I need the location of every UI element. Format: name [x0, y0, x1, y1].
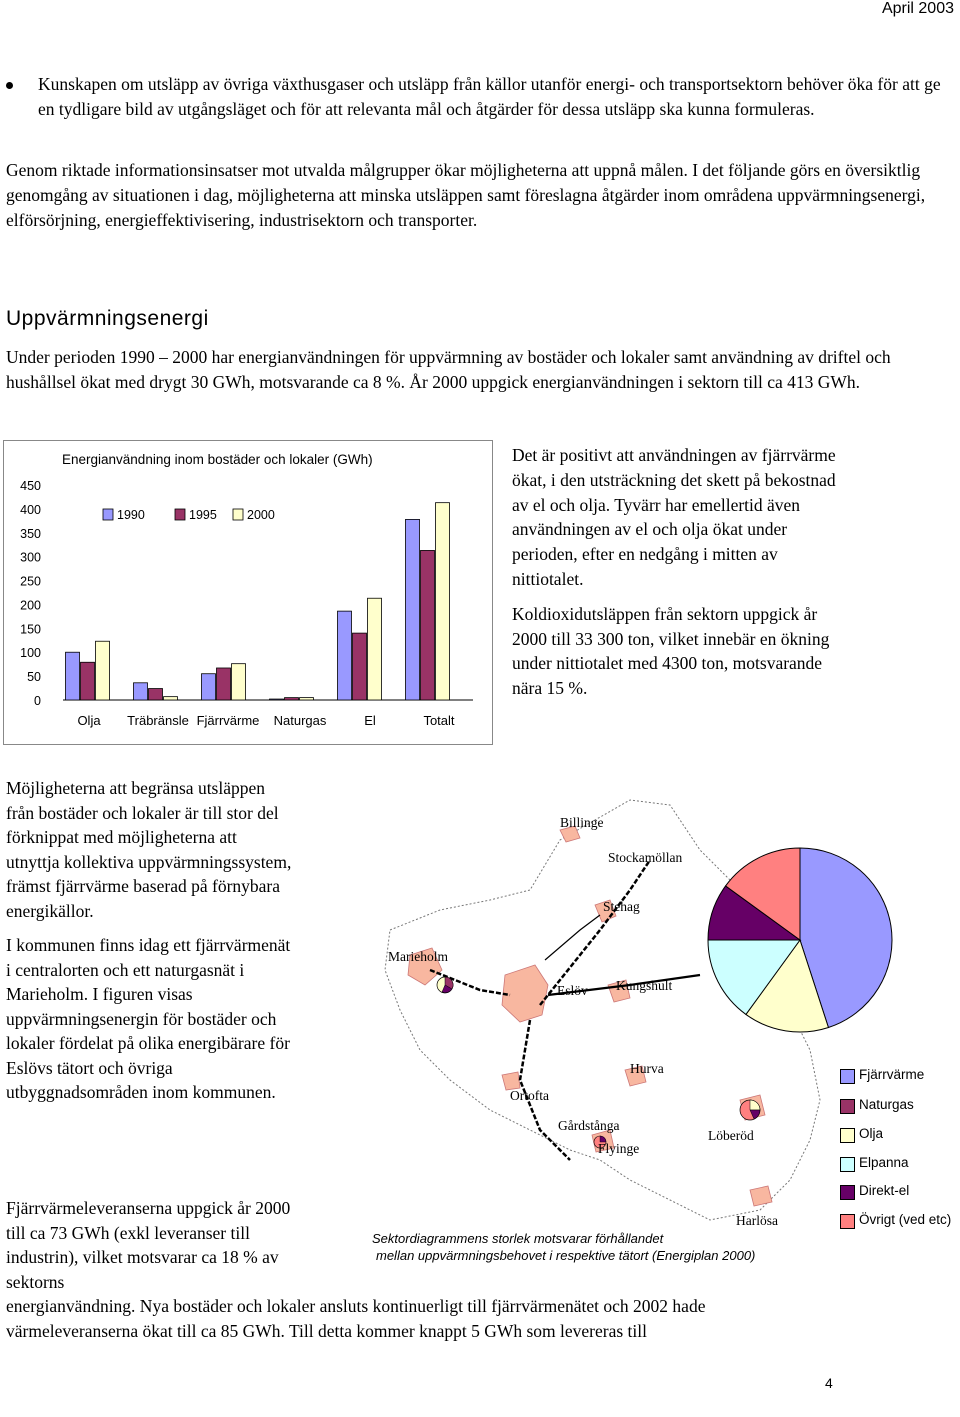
bar-naturgas-2000 [300, 698, 314, 700]
legend-label: Naturgas [859, 1097, 914, 1112]
bottom-paragraph-text [6, 1196, 956, 1343]
left-column-text [6, 776, 292, 1115]
bar-chart [3, 440, 493, 745]
x-category-label: Träbränsle [127, 713, 189, 728]
x-category-label: El [364, 713, 376, 728]
y-tick-label: 400 [20, 502, 41, 517]
bar-totalt-1995 [421, 550, 435, 700]
eslov-area [502, 965, 548, 1022]
x-category-label: Fjärrvärme [196, 713, 260, 728]
y-tick-label: 0 [34, 694, 41, 708]
label-stockamollan: Stockamöllan [608, 850, 683, 865]
right-paragraph-1: Det är positivt att användningen av fjärrvärme ökat, i den utsträckning det skett på bekostnad av el och olja. Tyvärr har emellertid även användningen av el och olja ökat under perioden, efter en nedgång i mitten av nittiotalet. [512, 445, 836, 589]
bar-olja-1990 [66, 652, 80, 700]
pie-loberod [740, 1100, 760, 1120]
bar-fjärrvärme-1995 [217, 668, 231, 700]
legend-label: Direkt-el [859, 1183, 910, 1198]
intro-bullet [6, 72, 956, 121]
bar-totalt-2000 [436, 503, 450, 700]
road-north [545, 915, 600, 960]
bar-el-2000 [368, 598, 382, 700]
x-category-label: Totalt [423, 713, 455, 728]
page-number: 4 [825, 1375, 833, 1391]
bar-el-1995 [353, 633, 367, 700]
x-category-label: Olja [77, 713, 101, 728]
legend-label-2000: 2000 [247, 508, 275, 522]
bar-naturgas-1990 [270, 699, 284, 700]
bullet-dot [6, 82, 13, 89]
label-loberod: Löberöd [708, 1128, 754, 1143]
legend-swatch [840, 1157, 855, 1172]
label-kungshult: Kungshult [616, 978, 673, 993]
x-category-label: Naturgas [273, 713, 327, 728]
bar-totalt-1990 [406, 519, 420, 700]
label-stehag: Stehag [603, 899, 640, 914]
bar-naturgas-1995 [285, 698, 299, 700]
bottom-paragraph-part-2: energianvändning. Nya bostäder och lokaler ansluts kontinuerligt till fjärrvärmenätet och 2002 hade värmeleveranserna ökat till ca 85 GWh. Till detta kommer knappt 5 GWh som levereras till [6, 1296, 706, 1341]
intro-paragraph: Genom riktade informationsinsatser mot utvalda målgrupper ökar möjligheterna att uppnå målen. I det följande görs en översiktlig genomgång av situationen i dag, möjligheterna att minska utsläppen samt föreslagna åtgärder inom områdena uppvärmningsenergi, elförsörjning, energieffektivisering, industrisektorn och transporter. [6, 160, 926, 230]
label-hurva: Hurva [630, 1061, 664, 1076]
label-gardstanga: Gårdstånga [558, 1118, 620, 1133]
map-caption-line-1: Sektordiagrammens storlek motsvarar förhållandet [372, 1231, 664, 1246]
right-column-text [512, 443, 842, 711]
bottom-paragraph [6, 1196, 956, 1343]
map-caption-line-2: mellan uppvärmningsbehovet i respektive tätort (Energiplan 2000) [376, 1248, 756, 1263]
legend-swatch-1990 [103, 509, 113, 520]
legend-label-1990: 1990 [117, 508, 145, 522]
bar-träbränsle-2000 [164, 697, 178, 700]
section-paragraph: Under perioden 1990 – 2000 har energianvändningen för uppvärmning av bostäder och lokaler samt användning av driftel och hushållsel ökat med drygt 30 GWh, motsvarande ca 8 %. År 2000 uppgick energianvändningen i sektorn till ca 413 GWh. [6, 347, 891, 392]
section-heading: Uppvärmningsenergi [6, 307, 209, 330]
legend-swatch [840, 1128, 855, 1143]
y-tick-label: 300 [20, 550, 41, 565]
header-date: April 2003 [881, 0, 954, 17]
bottom-paragraph-part-1: Fjärrvärmeleveranserna uppgick år 2000 till ca 73 GWh (exkl leveranser till industrin), vilket motsvarar ca 18 % av sektorns [6, 1198, 291, 1292]
legend-label: Olja [859, 1126, 884, 1141]
label-eslov: Eslöv [557, 983, 588, 998]
eslov-pie-chart [700, 840, 900, 1040]
legend-label-1995: 1995 [189, 508, 217, 522]
bar-träbränsle-1995 [149, 689, 163, 700]
legend-swatch [840, 1099, 855, 1114]
label-ortofta: Ortofta [510, 1088, 549, 1103]
label-flyinge: Flyinge [598, 1141, 640, 1156]
bar-olja-1995 [81, 662, 95, 700]
y-tick-label: 50 [27, 670, 41, 685]
legend-label: Fjärrvärme [859, 1067, 925, 1082]
pie-marieholm [437, 977, 453, 993]
legend-label: Övrigt (ved etc) [859, 1212, 952, 1227]
y-tick-label: 450 [20, 479, 41, 493]
y-tick-label: 150 [20, 622, 41, 637]
intro-bullet-text: Kunskapen om utsläpp av övriga växthusgaser och utsläpp från källor utanför energi- och transportsektorn behöver öka för att ge en tydligare bild av utgångsläget och för att relevanta mål och åtgärder för dessa utsläpp ska kunna formuleras. [38, 74, 941, 119]
y-tick-label: 250 [20, 574, 41, 589]
legend-swatch-1995 [175, 509, 185, 520]
bar-fjärrvärme-2000 [232, 664, 246, 700]
left-paragraph-1: Möjligheterna att begränsa utsläppen från bostäder och lokaler är till stor del förknippat med möjligheterna att utnyttja kollektiva uppvärmningssystem, främst fjärrvärme baserad på förnybara energikällor. [6, 778, 292, 921]
legend-swatch [840, 1069, 855, 1084]
bar-träbränsle-1990 [134, 683, 148, 700]
legend-label: Elpanna [859, 1155, 909, 1170]
y-tick-label: 100 [20, 646, 41, 661]
legend-swatch-2000 [233, 509, 243, 520]
bar-olja-2000 [96, 641, 110, 700]
bar-fjärrvärme-1990 [202, 674, 216, 700]
right-paragraph-2: Koldioxidutsläppen från sektorn uppgick år 2000 till 33 300 ton, vilket innebär en ökning under nittiotalet med 4300 ton, motsvarande nära 15 %. [512, 603, 830, 699]
bar-el-1990 [338, 611, 352, 700]
chart-title: Energianvändning inom bostäder och lokaler (GWh) [62, 452, 373, 467]
y-tick-label: 350 [20, 526, 41, 541]
left-paragraph-2: I kommunen finns idag ett fjärrvärmenät i centralorten och ett naturgasnät i Marieholm. I figuren visas uppvärmningsenergin för bostäder och lokaler fördelat på olika energibärare för Eslövs tätort och övriga utbyggnadsområden inom kommunen. [6, 935, 291, 1102]
label-marieholm: Marieholm [388, 949, 448, 964]
label-billinge: Billinge [560, 815, 604, 830]
y-tick-label: 200 [20, 598, 41, 613]
label-harlosa: Harlösa [736, 1213, 778, 1228]
